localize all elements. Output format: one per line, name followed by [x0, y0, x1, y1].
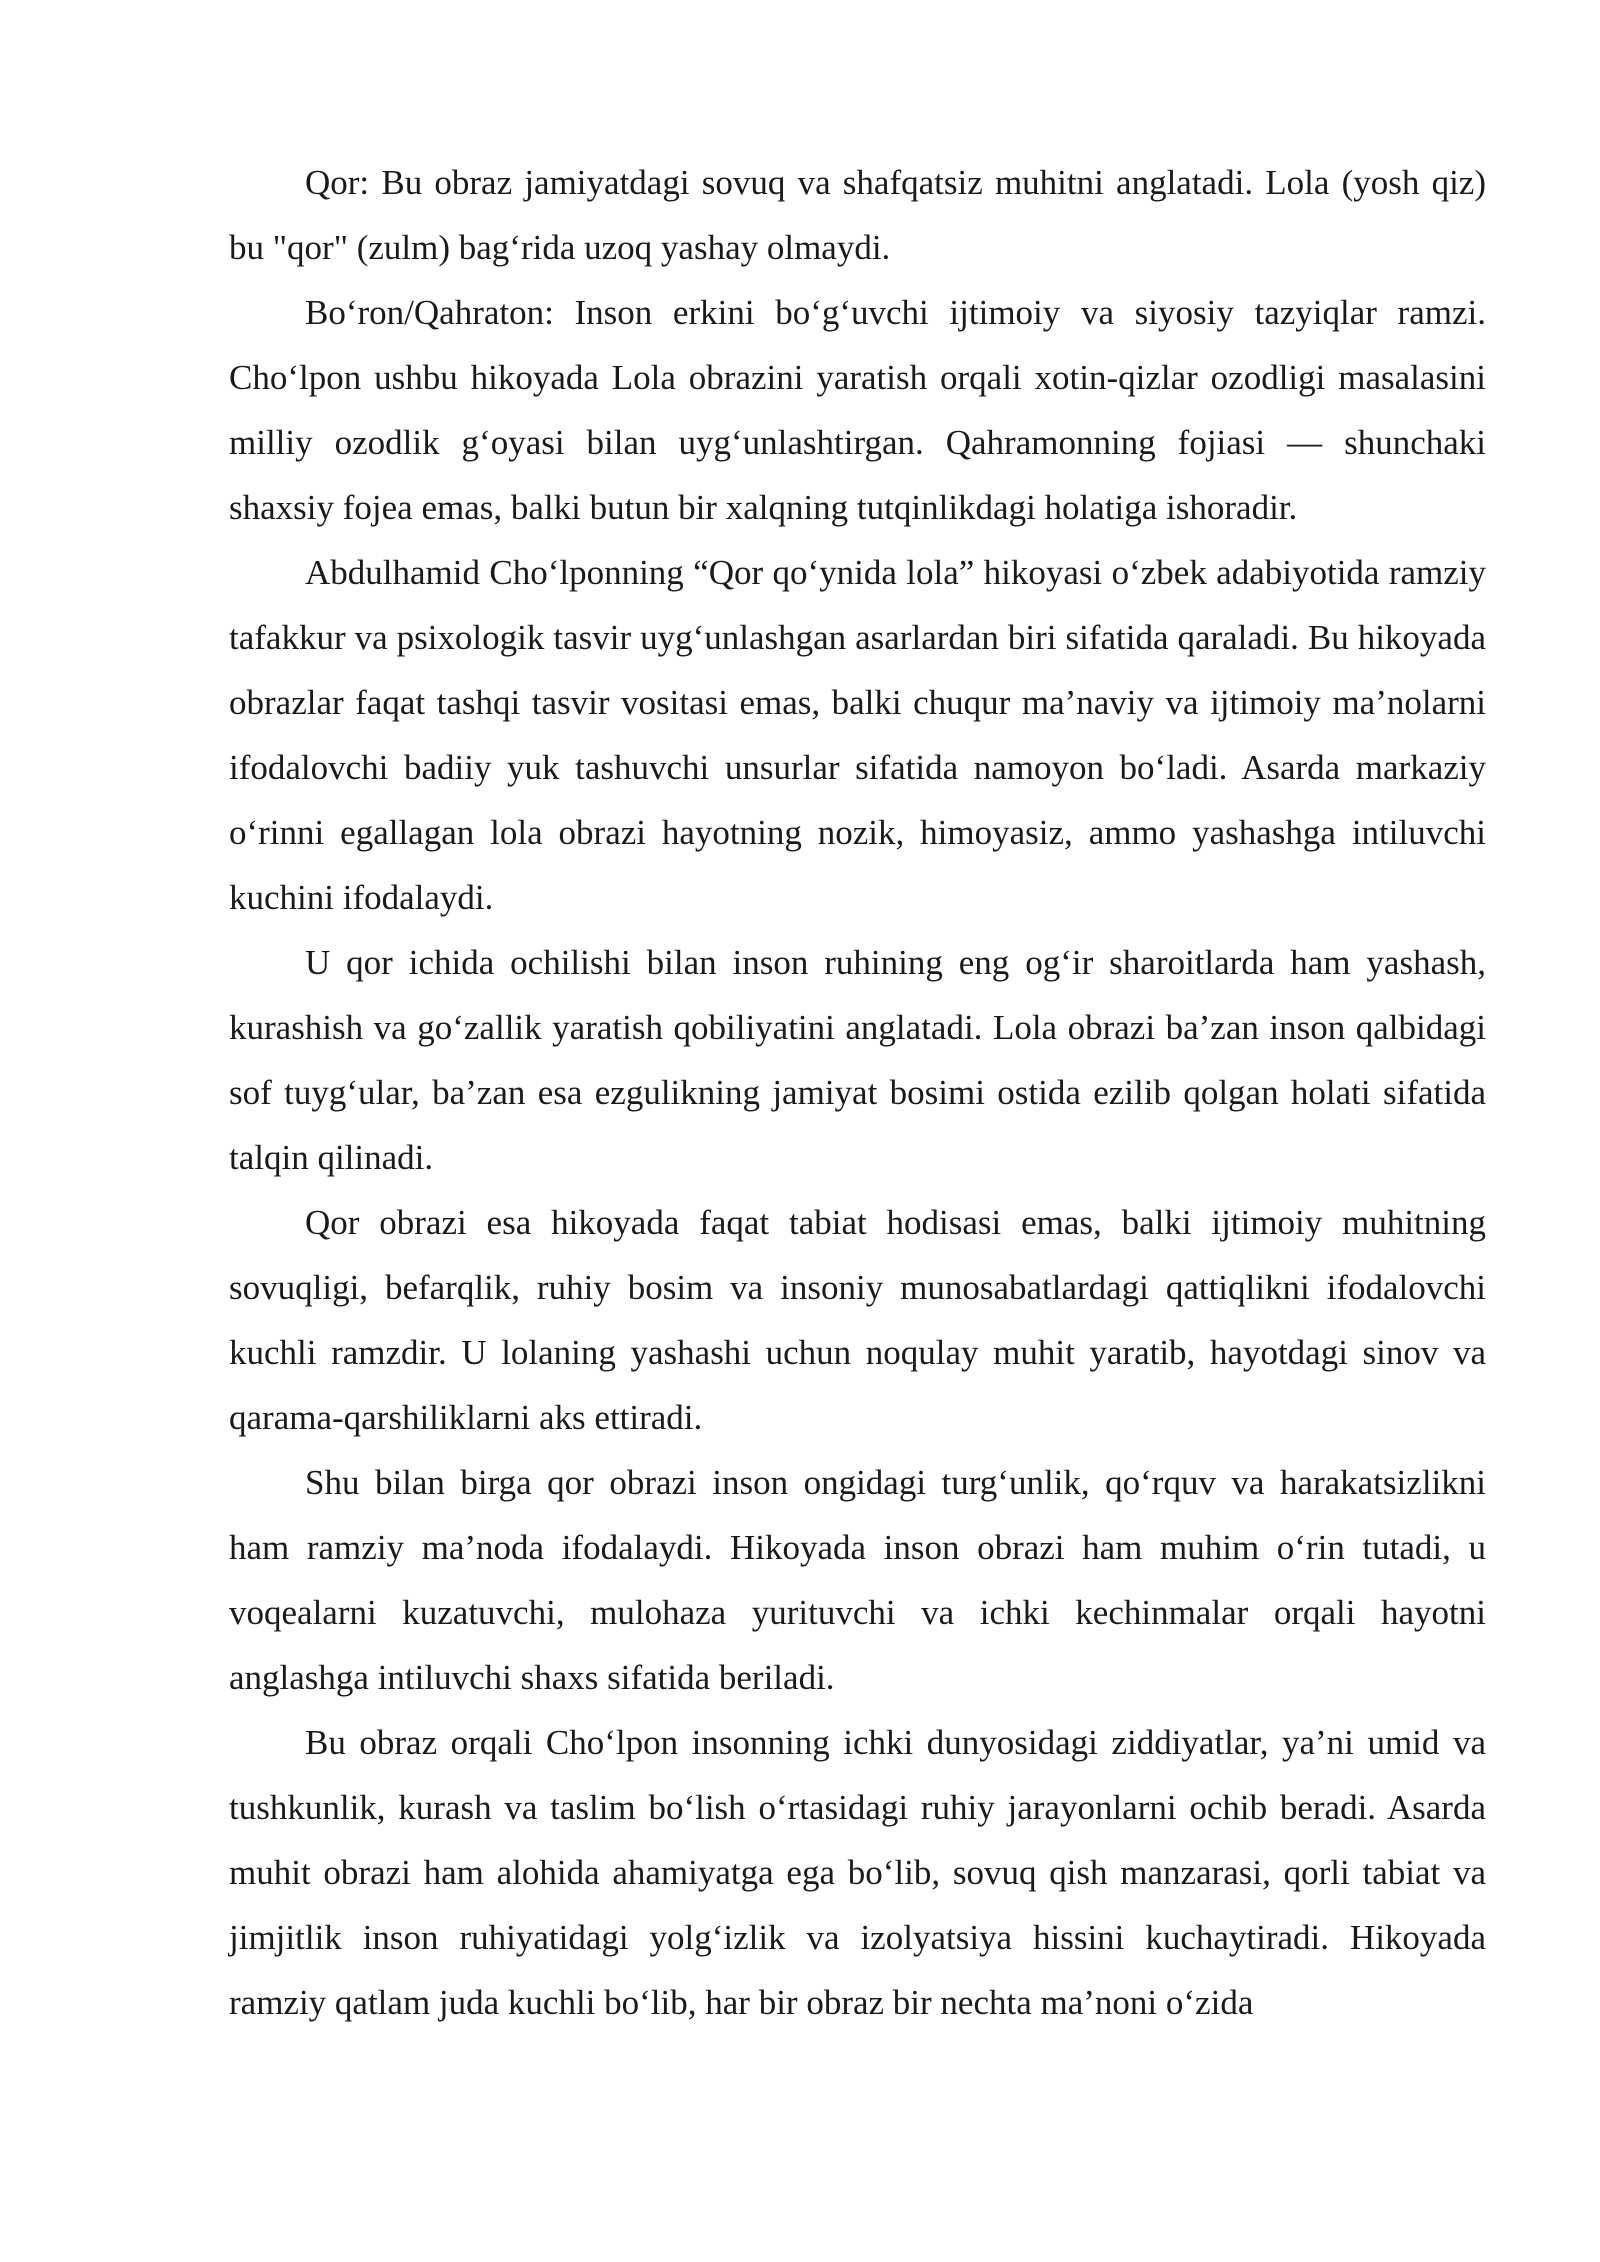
paragraph-story-overview: Abdulhamid Cho‘lponning “Qor qo‘ynida lola” hikoyasi o‘zbek adabiyotida ramziy tafakkur va psixologik tasvir uyg‘unlashgan asarlardan biri sifatida qaraladi. Bu hikoyada obrazlar faqat tashqi tasvir vositasi emas, balki chuqur ma’naviy va ijtimoiy ma’nolarni ifodalovchi badiiy yuk tashuvchi unsurlar sifatida namoyon bo‘ladi. Asarda markaziy o‘rinni egallagan lola obrazi hayotning nozik, himoyasiz, ammo yashashga intiluvchi kuchini ifodalaydi.	[229, 553, 1486, 917]
paragraph-tulip-symbol: U qor ichida ochilishi bilan inson ruhining eng og‘ir sharoitlarda ham yashash, kurashish va go‘zallik yaratish qobiliyatini anglatadi. Lola obrazi ba’zan inson qalbidagi sof tuyg‘ular, ba’zan esa ezgulikning jamiyat bosimi ostida ezilib qolgan holati sifatida talqin qilinadi.	[229, 943, 1486, 1177]
paragraph-inner-conflict: Bu obraz orqali Cho‘lpon insonning ichki dunyosidagi ziddiyatlar, ya’ni umid va tushkunlik, kurash va taslim bo‘lish o‘rtasidagi ruhiy jarayonlarni ochib beradi. Asarda muhit obrazi ham alohida ahamiyatga ega bo‘lib, sovuq qish manzarasi, qorli tabiat va jimjitlik inson ruhiyatidagi yolg‘izlik va izolyatsiya hissini kuchaytiradi. Hikoyada ramziy qatlam juda kuchli bo‘lib, har bir obraz bir nechta ma’noni o‘zida	[229, 1723, 1486, 2022]
paragraph-snow-symbol: Qor: Bu obraz jamiyatdagi sovuq va shafqatsiz muhitni anglatadi. Lola (yosh qiz) bu "qor" (zulm) bag‘rida uzoq yashay olmaydi.	[229, 163, 1486, 267]
paragraph-snow-image: Qor obrazi esa hikoyada faqat tabiat hodisasi emas, balki ijtimoiy muhitning sovuqligi, befarqlik, ruhiy bosim va insoniy munosabatlardagi qattiqlikni ifodalovchi kuchli ramzdir. U lolaning yashashi uchun noqulay muhit yaratib, hayotdagi sinov va qarama-qarshiliklarni aks ettiradi.	[229, 1203, 1486, 1437]
document-body	[229, 150, 1486, 2035]
paragraph-human-image: Shu bilan birga qor obrazi inson ongidagi turg‘unlik, qo‘rquv va harakatsizlikni ham ramziy ma’noda ifodalaydi. Hikoyada inson obrazi ham muhim o‘rin tutadi, u voqealarni kuzatuvchi, mulohaza yurituvchi va ichki kechinmalar orqali hayotni anglashga intiluvchi shaxs sifatida beriladi.	[229, 1463, 1486, 1697]
paragraph-storm-symbol: Bo‘ron/Qahraton: Inson erkini bo‘g‘uvchi ijtimoiy va siyosiy tazyiqlar ramzi. Cho‘lpon ushbu hikoyada Lola obrazini yaratish orqali xotin-qizlar ozodligi masalasini milliy ozodlik g‘oyasi bilan uyg‘unlashtirgan. Qahramonning fojiasi — shunchaki shaxsiy fojea emas, balki butun bir xalqning tutqinlikdagi holatiga ishoradir.	[229, 293, 1486, 527]
